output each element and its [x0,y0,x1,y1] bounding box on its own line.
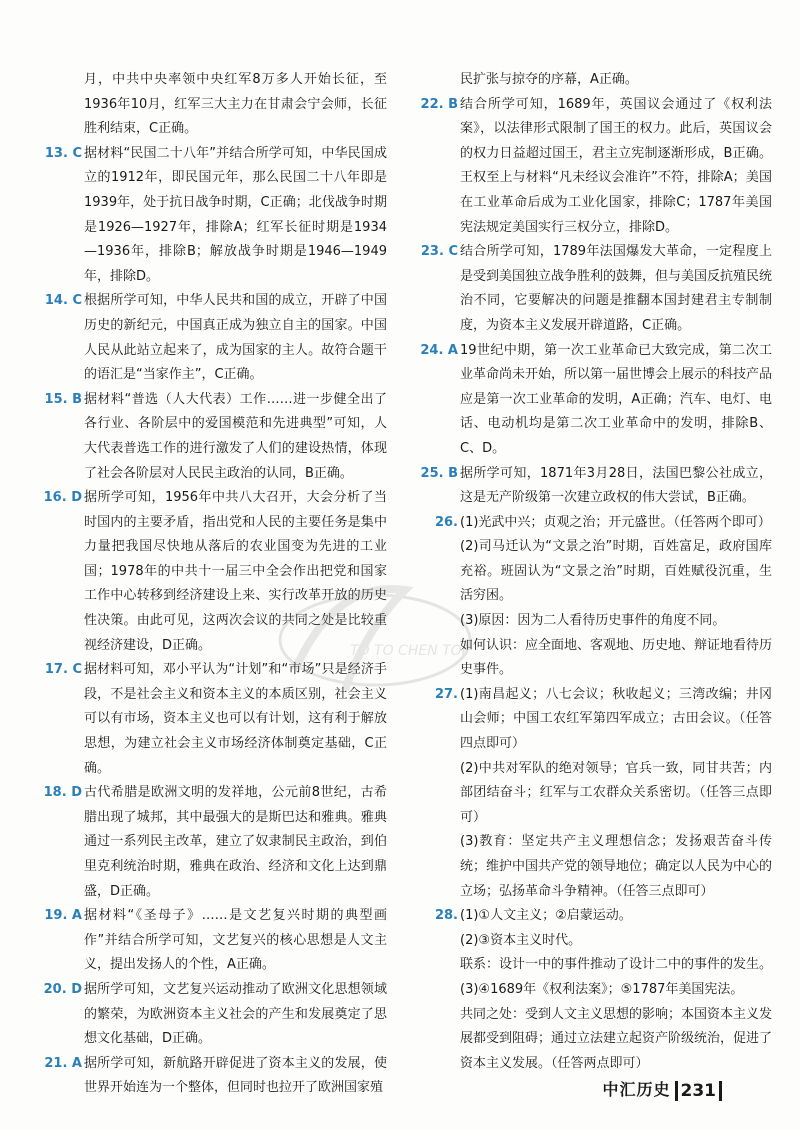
answer-25 [400,462,772,511]
answer-number: 21. A [44,1055,82,1071]
answer-text: 据材料“普选（人大代表）工作……进一步健全出了各行业、各阶层中的爱国模范和先进典型”可知，人大代表普选工作的进行激发了人们的建设热情，体现了社会各阶层对人民民主政治的认同，B正确。 [84,391,387,481]
answer-part: (1)①人文主义；②启蒙运动。 [460,908,632,924]
answer-number: 23. C [420,244,458,260]
answer-part: (2)③资本主义时代。 [460,932,582,948]
answer-text: 结合所学可知，1689年，英国议会通过了《权利法案》，以法律形式限制了国王的权力。此后，英国议会的权力日益超过国王，君主立宪制逐渐形成，B正确。王权至上与材料“凡未经议会准许”不符，排除A；美国在工业革命后成为工业化国家，排除C；1787年美国宪法规定美国实行三权分立，排除D。 [460,96,772,235]
answer-28 [400,904,772,1076]
answer-part: 联系：设计一中的事件推动了设计二中的事件的发生。 [460,957,773,973]
answer-number: 19. A [44,908,82,924]
answer-part: 共同之处：受到人文主义思想的影响；本国资本主义发展都受到阻碍；通过立法建立起资产阶级统治，促进了资本主义发展。（任答两点即可） [460,1006,773,1071]
answer-part: (3)④1689年《权利法案》；⑤1787年美国宪法。 [460,981,744,997]
answer-number: 22. B [420,96,458,112]
answer-text: 19世纪中期，第一次工业革命已大致完成，第二次工业革命尚未开始，所以第一届世博会上展示的科技产品应是第一次工业革命的发明，A正确；汽车、电灯、电话、电动机均是第二次工业革命中的发明，排除B、C、D。 [460,342,773,456]
answer-part: (1)南昌起义；八七会议；秋收起义；三湾改编；井冈山会师；中国工农红军第四军成立；古田会议。（任答四点即可） [460,686,772,752]
answer-continuation-21 [400,68,772,93]
answer-text: 据所学可知，文艺复兴运动推动了欧洲文化思想领域的繁荣，为欧洲资本主义社会的产生和发展奠定了思想文化基础，D正确。 [84,981,387,1047]
answer-19 [24,904,387,978]
watermark-text: TO TO CHEN TOP [350,643,471,659]
answer-part: 如何认识：应全面地、客观地、历史地、辩证地看待历史事件。 [460,637,773,678]
answer-continuation-12 [24,68,387,142]
answer-number: 25. B [420,465,458,481]
answer-text: 据材料“《圣母子》……是文艺复兴时期的典型画作”并结合所学可知，文艺复兴的核心思想是人文主义，提出发扬人的个性，A正确。 [84,908,387,973]
answer-27 [400,683,772,904]
answer-20 [24,978,387,1052]
answer-part: (1)光武中兴；贞观之治；开元盛世。（任答两个即可） [460,514,771,530]
answer-number: 16. D [43,490,82,506]
answer-number: 17. C [44,662,82,678]
answer-text: 据所学可知，1956年中共八大召开，大会分析了当时国内的主要矛盾，指出党和人民的主要任务是集中力量把我国尽快地从落后的农业国变为先进的工业国；1978年的中共十一届三中全会作出把党和国家工作中心转移到经济建设上来、实行改革开放的历史性决策。由此可见，这两次会议的共同之处是比较重视经济建设，D正确。 [84,490,387,653]
answer-number: 27. [434,686,458,702]
answer-number: 26. [434,514,458,530]
answer-24 [400,339,772,462]
answer-text: 据所学可知，新航路开辟促进了资本主义的发展，使世界开始连为一个整体，但同时也拉开了欧洲国家殖 [84,1055,387,1096]
answer-number: 18. D [43,785,82,801]
answer-part: (3)教育：坚定共产主义理想信念；发扬艰苦奋斗传统；维护中国共产党的领导地位；确定以人民为中心的立场；弘扬革命斗争精神。（任答三点即可） [460,834,773,899]
answer-number: 15. B [44,391,82,407]
answer-part: (2)中共对军队的绝对领导；官兵一致，同甘共苦；内部团结奋斗；红军与工农群众关系密切。（任答三点即可） [460,760,772,825]
answer-text: 民扩张与掠夺的序幕，A正确。 [460,72,638,87]
answer-13 [24,142,387,290]
answer-18 [24,781,387,904]
page-number: 231 [675,1081,723,1101]
watermark-logo [255,560,515,710]
answer-text: 据材料“民国二十八年”并结合所学可知，中华民国成立的1912年，即民国元年，那么民国二十八年即是1939年，处于抗日战争时期，C正确；北伐战争时期是1926—1927年，排除A；红军长征时期是1934—1936年，排除B；解放战争时期是1946—1949年，排除D。 [84,145,387,284]
answer-text: 结合所学可知，1789年法国爆发大革命，一定程度上是受到美国独立战争胜利的鼓舞，但与美国反抗殖民统治不同，它要解决的问题是推翻本国封建君主专制制度，为资本主义发展开辟道路，C正确。 [460,244,773,333]
answer-text: 据材料可知，邓小平认为“计划”和“市场”只是经济手段，不是社会主义和资本主义的本质区别，社会主义可以有市场，资本主义也可以有计划，这有利于解放思想，为建立社会主义市场经济体制奠定基础，C正确。 [84,662,387,776]
answer-text: 据所学可知，1871年3月28日，法国巴黎公社成立，这是无产阶级第一次建立政权的伟大尝试，B正确。 [460,465,772,506]
answer-number: 14. C [44,293,82,309]
answer-21 [24,1052,387,1101]
answer-23 [400,240,772,338]
answer-number: 28. [434,908,458,924]
answer-22 [400,93,772,241]
answer-part: (2)司马迁认为“文景之治”时期，百姓富足，政府国库充裕。班固认为“文景之治”时期，百姓赋役沉重，生活穷困。 [460,539,772,604]
answer-number: 13. C [44,145,82,161]
answer-15 [24,388,387,486]
answer-part: (3)原因：因为二人看待历史事件的角度不同。 [460,613,726,629]
subject-label: 中汇历史 [602,1080,671,1100]
answer-number: 24. A [420,342,458,358]
answer-text: 根据所学可知，中华人民共和国的成立，开辟了中国历史的新纪元，中国真正成为独立自主的国家。中国人民从此站立起来了，成为国家的主人。故符合题干的语汇是“当家作主”，C正确。 [84,293,387,383]
answer-number: 20. D [43,981,82,997]
answer-14 [24,289,387,387]
answer-text: 月，中共中央率领中央红军8万多人开始长征，至1936年10月，红军三大主力在甘肃会宁会师，长征胜利结束，C正确。 [84,72,387,137]
answer-text: 古代希腊是欧洲文明的发祥地，公元前8世纪，古希腊出现了城邦，其中最强大的是斯巴达和雅典。雅典通过一系列民主改革，建立了奴隶制民主政治，到伯里克利统治时期，雅典在政治、经济和文化上达到鼎盛，D正确。 [84,785,387,899]
page-footer [602,1078,722,1103]
